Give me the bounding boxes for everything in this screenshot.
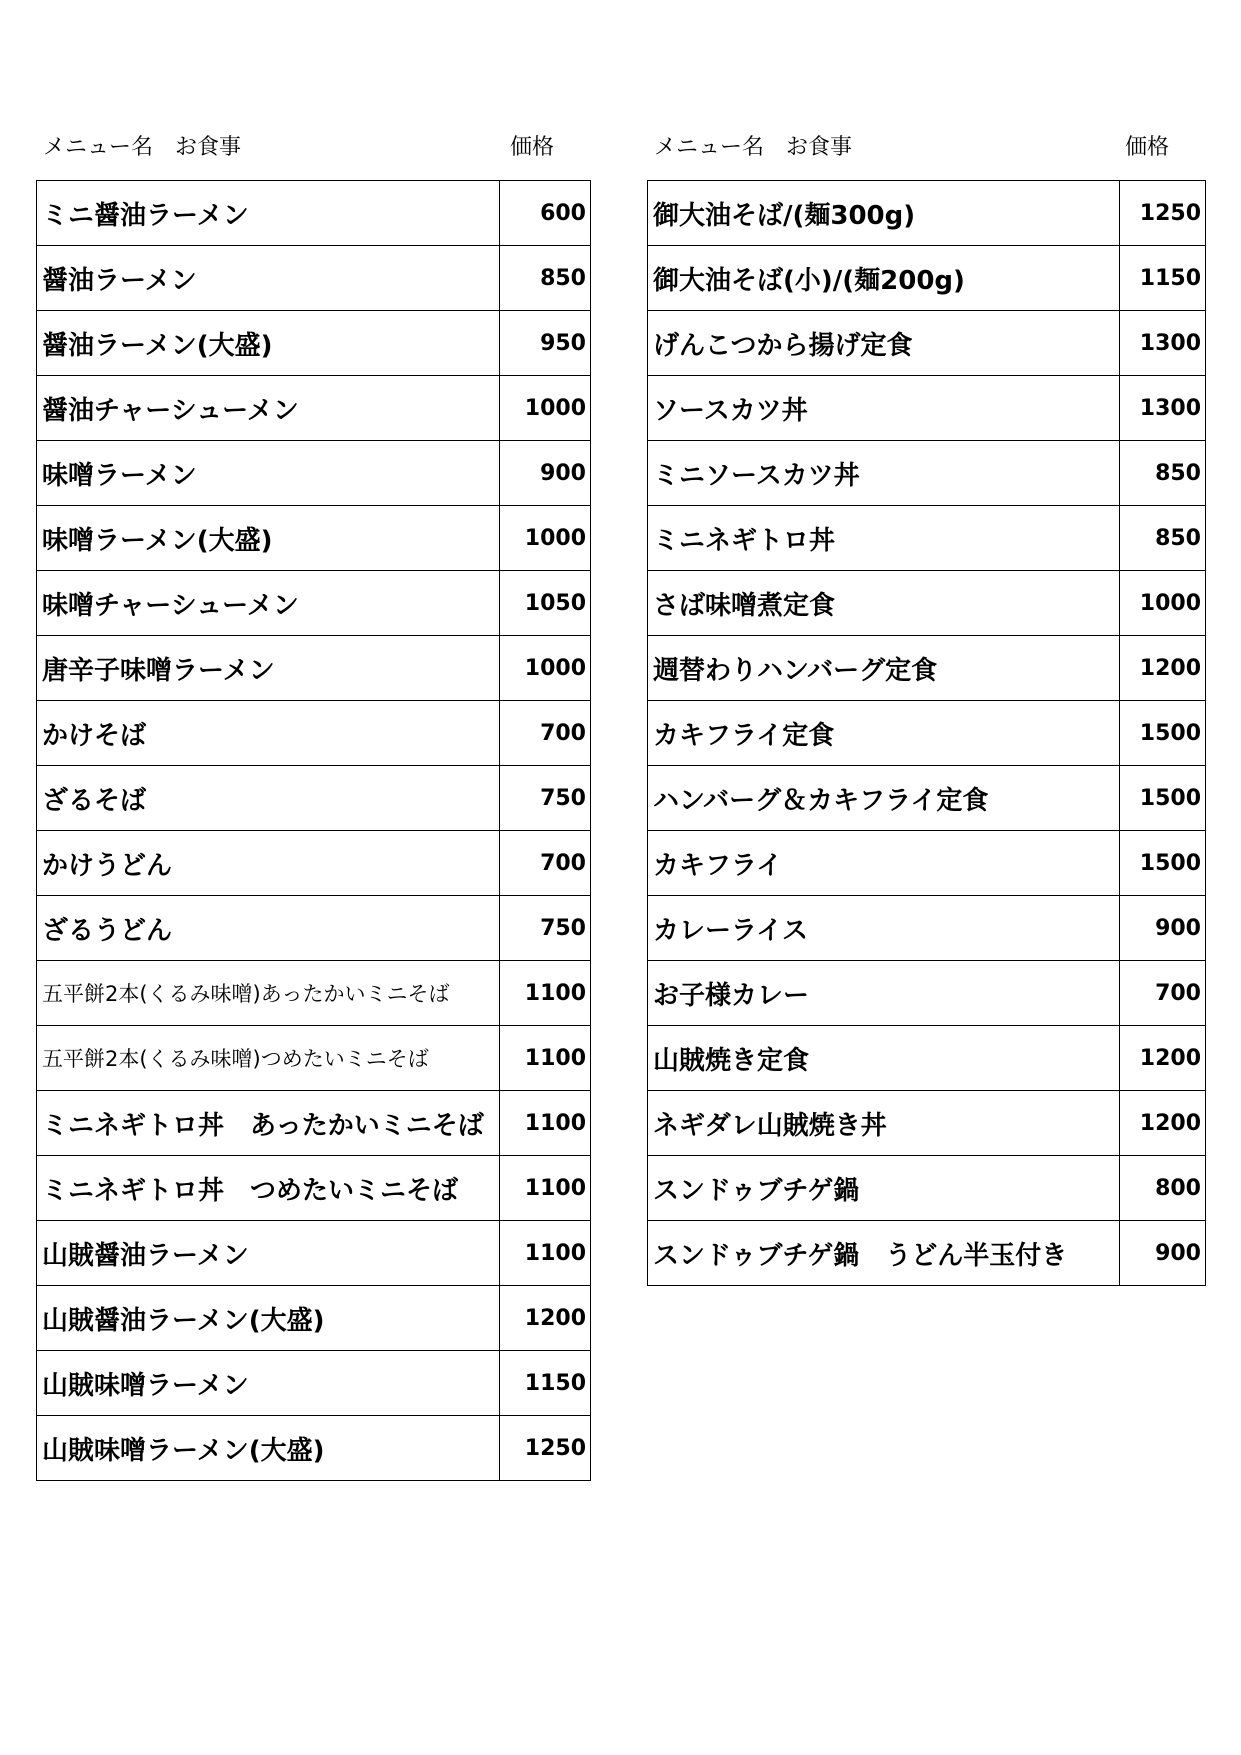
menu-item-price: 1250	[500, 1416, 591, 1481]
price-header: 価格	[510, 135, 555, 160]
menu-item-name: 山賊醤油ラーメン	[37, 1221, 500, 1286]
menu-item-name: ハンバーグ＆カキフライ定食	[648, 766, 1120, 831]
menu-item-price: 1100	[500, 1091, 591, 1156]
menu-item-name: 醤油ラーメン(大盛)	[37, 311, 500, 376]
menu-item-name: ざるうどん	[37, 896, 500, 961]
column-header	[36, 128, 590, 180]
menu-item-name: カレーライス	[648, 896, 1120, 961]
menu-row	[37, 311, 591, 376]
menu-name-header: メニュー名 お食事	[43, 135, 242, 160]
menu-row	[648, 1221, 1206, 1286]
menu-table-left	[36, 180, 591, 1481]
menu-item-name: 山賊味噌ラーメン	[37, 1351, 500, 1416]
menu-item-name: 味噌ラーメン	[37, 441, 500, 506]
menu-row	[648, 506, 1206, 571]
menu-item-price: 1300	[1120, 376, 1206, 441]
menu-item-price: 1500	[1120, 701, 1206, 766]
menu-item-price: 1200	[1120, 1026, 1206, 1091]
menu-row	[37, 1286, 591, 1351]
menu-item-name: 味噌チャーシューメン	[37, 571, 500, 636]
menu-item-name: 週替わりハンバーグ定食	[648, 636, 1120, 701]
menu-row	[648, 1026, 1206, 1091]
menu-item-name: ミニネギトロ丼 あったかいミニそば	[37, 1091, 500, 1156]
menu-column-left	[36, 128, 590, 1481]
menu-table-right	[647, 180, 1206, 1286]
menu-column-right	[647, 128, 1205, 1286]
menu-row	[648, 766, 1206, 831]
menu-row	[37, 376, 591, 441]
menu-row	[648, 441, 1206, 506]
menu-item-name: 五平餅2本(くるみ味噌)あったかいミニそば	[37, 961, 500, 1026]
menu-item-price: 900	[1120, 896, 1206, 961]
menu-item-price: 850	[1120, 506, 1206, 571]
menu-item-name: 唐辛子味噌ラーメン	[37, 636, 500, 701]
menu-item-price: 1000	[500, 506, 591, 571]
menu-item-name: かけうどん	[37, 831, 500, 896]
menu-row	[648, 571, 1206, 636]
menu-item-price: 700	[500, 701, 591, 766]
menu-row	[37, 571, 591, 636]
menu-item-name: さば味噌煮定食	[648, 571, 1120, 636]
menu-item-price: 700	[1120, 961, 1206, 1026]
menu-item-name: 御大油そば/(麺300g)	[648, 181, 1120, 246]
menu-row	[37, 1026, 591, 1091]
menu-row	[37, 961, 591, 1026]
menu-item-price: 1200	[500, 1286, 591, 1351]
menu-row	[37, 1156, 591, 1221]
menu-item-name: スンドゥブチゲ鍋	[648, 1156, 1120, 1221]
menu-item-name: 五平餅2本(くるみ味噌)つめたいミニそば	[37, 1026, 500, 1091]
menu-item-name: スンドゥブチゲ鍋 うどん半玉付き	[648, 1221, 1120, 1286]
menu-item-price: 1100	[500, 961, 591, 1026]
menu-item-price: 850	[500, 246, 591, 311]
menu-row	[648, 376, 1206, 441]
column-header	[647, 128, 1205, 180]
menu-item-price: 1100	[500, 1221, 591, 1286]
menu-row	[37, 1416, 591, 1481]
menu-item-price: 1100	[500, 1026, 591, 1091]
menu-row	[648, 246, 1206, 311]
menu-item-price: 1200	[1120, 636, 1206, 701]
menu-row	[648, 896, 1206, 961]
menu-item-price: 1300	[1120, 311, 1206, 376]
menu-row	[37, 766, 591, 831]
menu-item-price: 950	[500, 311, 591, 376]
menu-item-name: 山賊味噌ラーメン(大盛)	[37, 1416, 500, 1481]
menu-item-name: 山賊焼き定食	[648, 1026, 1120, 1091]
menu-row	[37, 896, 591, 961]
menu-item-name: 御大油そば(小)/(麺200g)	[648, 246, 1120, 311]
menu-row	[37, 246, 591, 311]
menu-item-name: カキフライ	[648, 831, 1120, 896]
menu-item-price: 1200	[1120, 1091, 1206, 1156]
menu-row	[37, 831, 591, 896]
menu-item-name: ミニソースカツ丼	[648, 441, 1120, 506]
menu-item-price: 1500	[1120, 766, 1206, 831]
menu-item-name: ミニネギトロ丼	[648, 506, 1120, 571]
menu-item-price: 1500	[1120, 831, 1206, 896]
menu-item-name: かけそば	[37, 701, 500, 766]
menu-item-price: 1000	[500, 376, 591, 441]
menu-item-name: ネギダレ山賊焼き丼	[648, 1091, 1120, 1156]
menu-row	[648, 831, 1206, 896]
menu-item-price: 700	[500, 831, 591, 896]
menu-row	[37, 181, 591, 246]
menu-item-price: 1150	[500, 1351, 591, 1416]
menu-item-price: 750	[500, 896, 591, 961]
menu-row	[648, 181, 1206, 246]
menu-item-price: 1000	[500, 636, 591, 701]
menu-item-price: 800	[1120, 1156, 1206, 1221]
menu-row	[648, 636, 1206, 701]
menu-row	[648, 1156, 1206, 1221]
menu-item-price: 600	[500, 181, 591, 246]
menu-row	[37, 636, 591, 701]
menu-item-price: 1050	[500, 571, 591, 636]
menu-row	[37, 506, 591, 571]
menu-row	[37, 701, 591, 766]
menu-row	[648, 311, 1206, 376]
menu-item-name: 醤油ラーメン	[37, 246, 500, 311]
menu-item-price: 750	[500, 766, 591, 831]
menu-item-price: 900	[1120, 1221, 1206, 1286]
menu-item-price: 1000	[1120, 571, 1206, 636]
menu-item-price: 1250	[1120, 181, 1206, 246]
menu-item-name: お子様カレー	[648, 961, 1120, 1026]
menu-item-name: 山賊醤油ラーメン(大盛)	[37, 1286, 500, 1351]
menu-item-price: 1100	[500, 1156, 591, 1221]
menu-row	[648, 961, 1206, 1026]
menu-row	[37, 441, 591, 506]
menu-item-name: げんこつから揚げ定食	[648, 311, 1120, 376]
menu-item-price: 1150	[1120, 246, 1206, 311]
menu-row	[648, 701, 1206, 766]
menu-item-price: 900	[500, 441, 591, 506]
menu-item-name: カキフライ定食	[648, 701, 1120, 766]
menu-item-name: ソースカツ丼	[648, 376, 1120, 441]
menu-item-name: ミニネギトロ丼 つめたいミニそば	[37, 1156, 500, 1221]
menu-item-name: ざるそば	[37, 766, 500, 831]
menu-row	[37, 1091, 591, 1156]
price-header: 価格	[1125, 135, 1170, 160]
menu-name-header: メニュー名 お食事	[654, 135, 853, 160]
menu-row	[37, 1221, 591, 1286]
menu-item-name: 醤油チャーシューメン	[37, 376, 500, 441]
menu-row	[37, 1351, 591, 1416]
menu-item-name: 味噌ラーメン(大盛)	[37, 506, 500, 571]
menu-row	[648, 1091, 1206, 1156]
menu-item-price: 850	[1120, 441, 1206, 506]
menu-item-name: ミニ醤油ラーメン	[37, 181, 500, 246]
